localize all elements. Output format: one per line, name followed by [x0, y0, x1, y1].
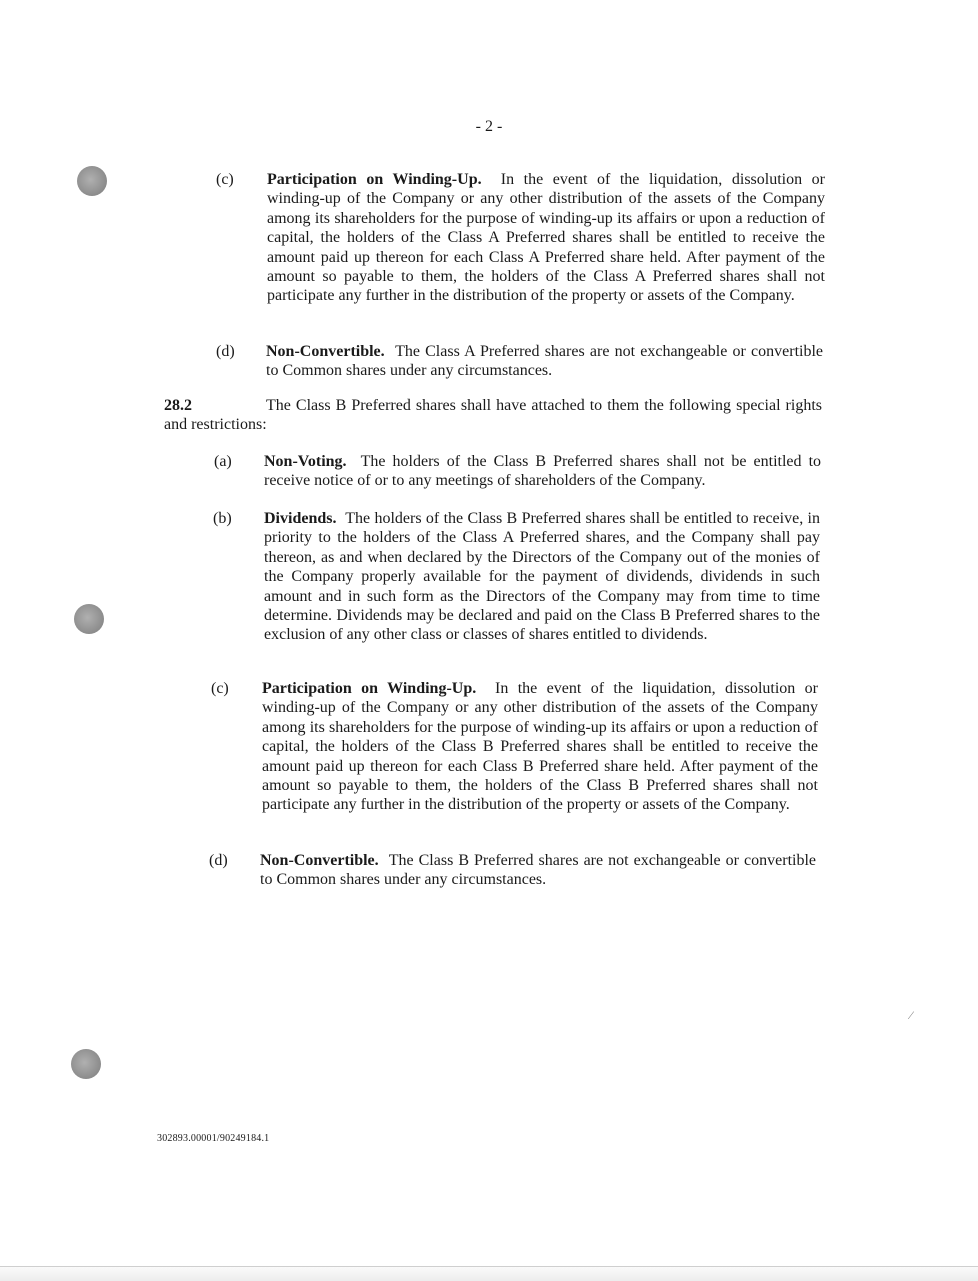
clause-body — [264, 509, 820, 645]
clause-marker: (d) — [216, 343, 235, 360]
clause-body — [260, 851, 816, 890]
clause-heading: Non-Convertible. — [260, 852, 379, 869]
clause-marker: (b) — [213, 510, 232, 527]
punch-hole — [74, 604, 104, 634]
section-28-2 — [164, 396, 822, 435]
clause-b-b — [213, 509, 821, 665]
clause-body — [266, 342, 823, 381]
clause-text: In the event of the liquidation, dissolution or winding-up of the Company or any other distribution of the assets of the Company among its shareholders for the purpose of winding-up its affairs or upon a reduction of capital, the holders of the Class A Preferred shares shall be entitled to receive the amount paid up thereon for each Class A Preferred share held. After payment of the amount so payable to them, the holders of the Class A Preferred shares shall not participate any further in the distribution of the property or assets of the Company. — [267, 171, 826, 305]
clause-heading: Dividends. — [264, 510, 337, 527]
document-reference: 302893.00001/90249184.1 — [157, 1133, 270, 1144]
clause-heading: Participation on Winding-Up. — [267, 171, 482, 188]
scan-bottom-edge — [0, 1266, 978, 1281]
clause-text: The Class B Preferred shares are not exchangeable or convertible to Common shares under any circumstances. — [260, 852, 817, 889]
clause-marker: (c) — [211, 680, 229, 697]
clause-b-a — [214, 452, 822, 492]
clause-heading: Non-Voting. — [264, 453, 347, 470]
section-text: The Class B Preferred shares shall have attached to them the following special rights and restrictions: — [164, 397, 822, 434]
clause-text: In the event of the liquidation, dissolution or winding-up of the Company or any other distribution of the assets of the Company among its shareholders for the purpose of winding-up its affairs or upon a reduction of capital, the holders of the Class B Preferred shares shall be entitled to receive the amount paid up thereon for each Class B Preferred share held. After payment of the amount so payable to them, the holders of the Class B Preferred shares shall not participate any further in the distribution of the property or assets of the Company. — [262, 680, 819, 814]
clause-marker: (a) — [214, 453, 232, 470]
clause-body — [267, 170, 825, 306]
clause-marker: (c) — [216, 171, 234, 188]
clause-text: The Class A Preferred shares are not exchangeable or convertible to Common shares under any circumstances. — [266, 343, 824, 380]
clause-text: The holders of the Class B Preferred shares shall be entitled to receive, in priority to the holders of the Class A Preferred shares, and the Company shall pay thereon, as and when declared by the Directors of the Company out of the monies of the Company properly available for the payment of dividends, dividends in such amount and in such form as the Directors of the Company may from time to time determine. Dividends may be declared and paid on the Class B Preferred shares to the exclusion of any other class or classes of shares entitled to dividends. — [264, 510, 820, 644]
punch-hole — [77, 166, 107, 196]
scan-mark: ⁄ — [910, 1008, 913, 1022]
clause-heading: Non-Convertible. — [266, 343, 385, 360]
clause-heading: Participation on Winding-Up. — [262, 680, 477, 697]
clause-b-c — [211, 679, 819, 835]
punch-hole — [71, 1049, 101, 1079]
clause-a-c — [216, 170, 826, 326]
clause-a-d — [216, 342, 824, 382]
clause-body — [262, 679, 818, 815]
page-number: - 2 - — [475, 118, 503, 135]
section-number: 28.2 — [164, 397, 192, 414]
clause-b-d — [209, 851, 817, 891]
clause-body — [264, 452, 821, 491]
clause-text: The holders of the Class B Preferred shares shall not be entitled to receive notice of or to any meetings of shareholders of the Company. — [264, 453, 822, 490]
clause-marker: (d) — [209, 852, 228, 869]
